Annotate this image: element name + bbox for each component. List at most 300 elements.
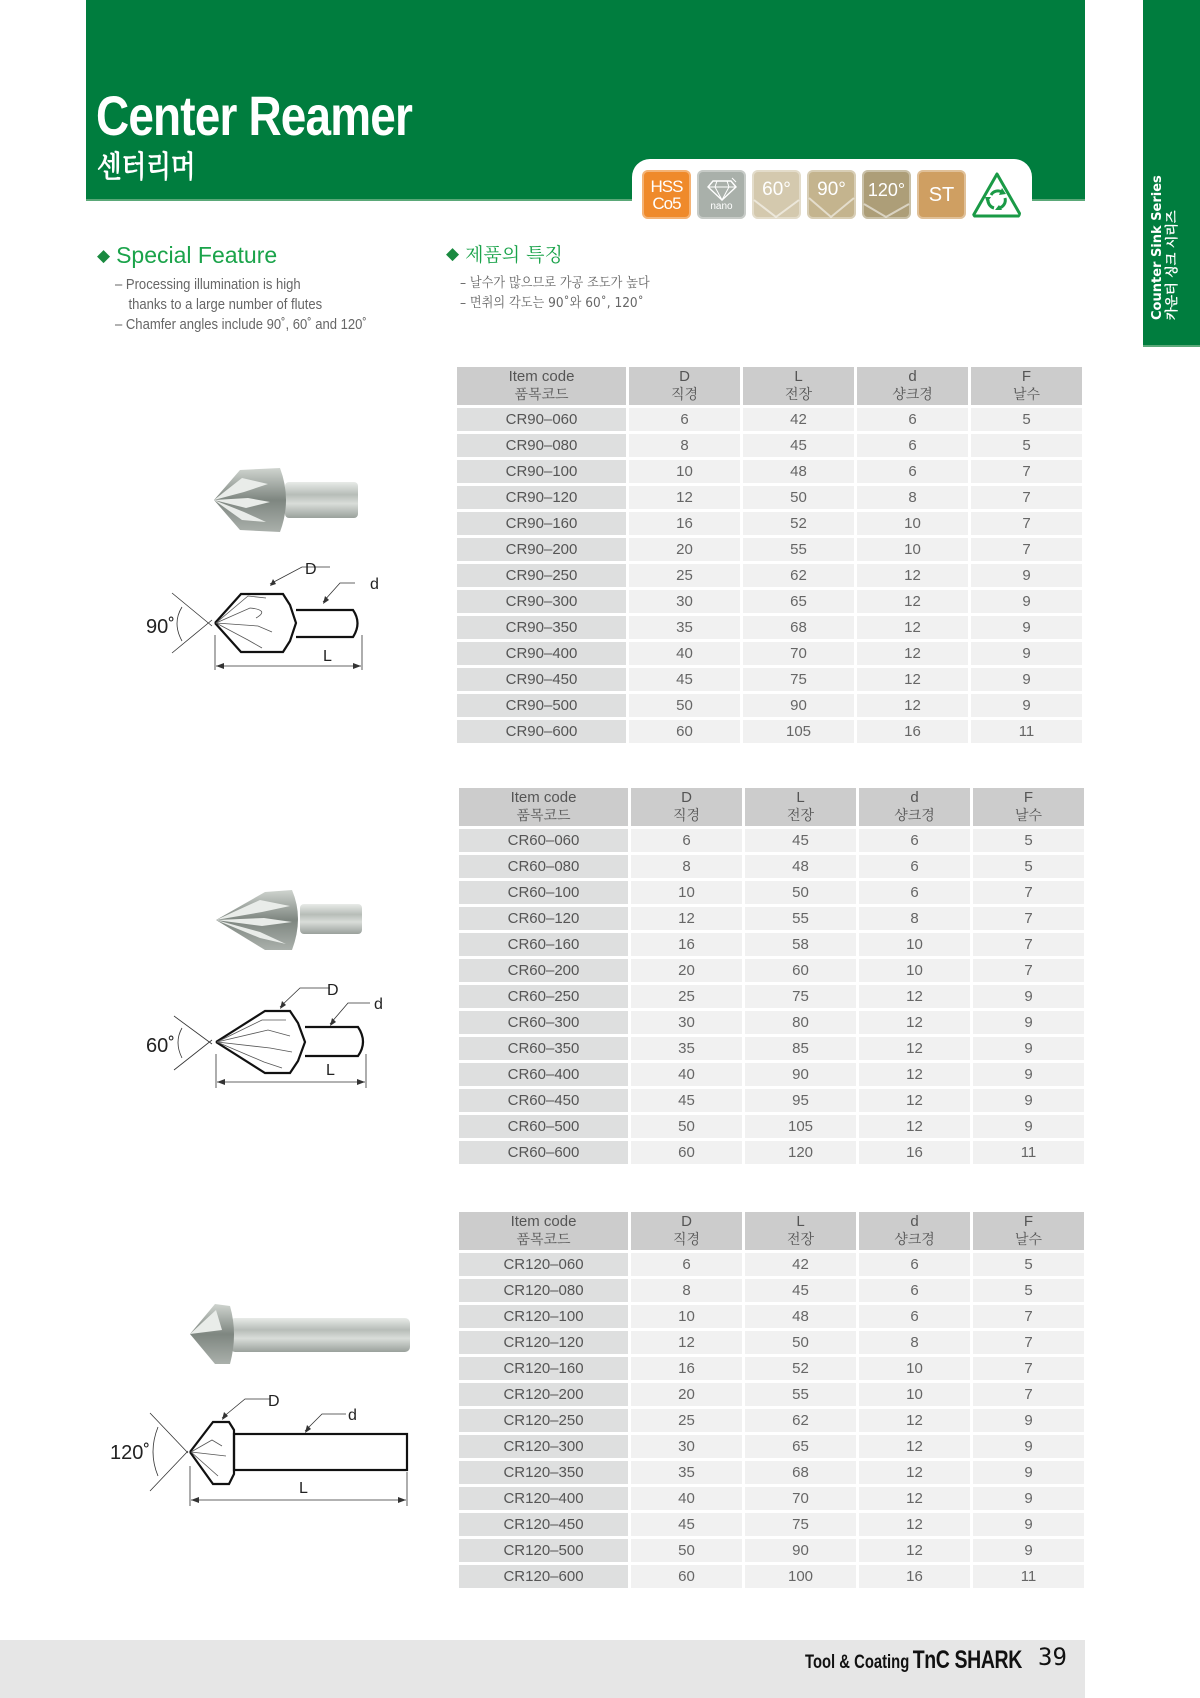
shank-cell: 12	[859, 1089, 970, 1112]
shank-cell: 12	[859, 1513, 970, 1536]
badge-60-label: 60°	[762, 179, 791, 200]
item-code-cell: CR90–200	[457, 538, 626, 561]
recycle-icon	[972, 171, 1021, 219]
column-header-kr: 샹크경	[892, 387, 933, 403]
dim-label-D: D	[268, 1393, 280, 1410]
diameter-cell: 60	[631, 1141, 742, 1164]
column-header-kr: 샹크경	[894, 1232, 935, 1248]
length-cell: 68	[743, 616, 854, 639]
column-header	[631, 788, 742, 826]
diameter-cell: 16	[629, 512, 740, 535]
dim-label-L: L	[323, 648, 332, 665]
reamer-90-illustration	[130, 450, 430, 680]
shank-cell: 12	[859, 985, 970, 1008]
item-code-cell: CR90–300	[457, 590, 626, 613]
table-row	[459, 1063, 1084, 1086]
shank-cell: 12	[859, 1539, 970, 1562]
column-header	[859, 788, 970, 826]
column-header-en: d	[910, 789, 919, 806]
length-cell: 105	[743, 720, 854, 743]
diameter-cell: 6	[631, 829, 742, 852]
header-row	[459, 788, 1084, 826]
shank-cell: 6	[859, 1279, 970, 1302]
badge-120-label: 120°	[867, 179, 906, 200]
badge-angle-90	[807, 170, 856, 219]
badge-90-label: 90°	[817, 179, 846, 200]
badge-hss-line1: HSS	[650, 176, 683, 196]
length-cell: 75	[745, 1513, 856, 1536]
feature-heading-kr	[446, 242, 671, 269]
column-header	[859, 1212, 970, 1250]
shank-cell: 8	[857, 486, 968, 509]
shank-cell: 6	[859, 855, 970, 878]
length-cell: 65	[745, 1435, 856, 1458]
table-row	[459, 855, 1084, 878]
item-code-cell: CR60–350	[459, 1037, 628, 1060]
flutes-cell: 11	[971, 720, 1082, 743]
badge-nano-label: nano	[710, 201, 733, 212]
shank-cell: 12	[857, 694, 968, 717]
length-cell: 60	[745, 959, 856, 982]
header-row	[457, 367, 1082, 405]
diameter-cell: 50	[631, 1115, 742, 1138]
table-row	[457, 564, 1082, 587]
column-header-en: L	[794, 368, 803, 385]
table-row	[457, 460, 1082, 483]
spec-table-cr120	[456, 1209, 1087, 1591]
column-header-en: D	[679, 368, 690, 385]
feature-heading-kr-text: 제품의 특징	[465, 244, 563, 266]
item-code-cell: CR120–160	[459, 1357, 628, 1380]
header-row	[459, 1212, 1084, 1250]
feature-heading-en	[97, 242, 395, 271]
column-header	[743, 367, 854, 405]
flutes-cell: 11	[973, 1565, 1084, 1588]
table-row	[459, 829, 1084, 852]
column-header-kr: 직경	[672, 1232, 701, 1248]
diameter-cell: 20	[631, 959, 742, 982]
shank-cell: 12	[859, 1409, 970, 1432]
badge-hss-co5	[642, 170, 691, 219]
diameter-cell: 10	[631, 881, 742, 904]
item-code-cell: CR60–450	[459, 1089, 628, 1112]
side-tab-kr: 카운터 싱크 시리즈	[1165, 210, 1180, 320]
length-cell: 42	[743, 408, 854, 431]
diameter-cell: 10	[631, 1305, 742, 1328]
length-cell: 80	[745, 1011, 856, 1034]
length-cell: 52	[743, 512, 854, 535]
shank-cell: 12	[859, 1435, 970, 1458]
side-tab-divider	[1143, 345, 1200, 347]
column-header-en: Item code	[508, 368, 575, 385]
footer-tagline: Tool & Coating	[805, 1652, 910, 1673]
table-row	[457, 538, 1082, 561]
page-subtitle: 센터리머	[97, 150, 196, 185]
table-row	[459, 1141, 1084, 1164]
diameter-cell: 60	[631, 1565, 742, 1588]
footer-brand	[805, 1646, 1022, 1675]
shank-cell: 12	[857, 642, 968, 665]
diameter-cell: 8	[629, 434, 740, 457]
diameter-cell: 35	[629, 616, 740, 639]
diameter-cell: 30	[631, 1011, 742, 1034]
column-header-en: D	[681, 789, 692, 806]
angle-label: 60˚	[146, 1035, 175, 1057]
angle-label: 90˚	[146, 616, 175, 638]
flutes-cell: 5	[973, 1279, 1084, 1302]
item-code-cell: CR90–100	[457, 460, 626, 483]
table-header	[459, 788, 1084, 826]
flutes-cell: 9	[971, 564, 1082, 587]
feature-line: – 날수가 많으므로 가공 조도가 높다	[460, 275, 650, 291]
column-header-en: F	[1023, 789, 1034, 806]
table-header	[459, 1212, 1084, 1250]
spec-table-cr90	[454, 364, 1085, 746]
column-header	[745, 1212, 856, 1250]
table-row	[459, 1513, 1084, 1536]
flutes-cell: 9	[971, 694, 1082, 717]
item-code-cell: CR60–200	[459, 959, 628, 982]
length-cell: 62	[743, 564, 854, 587]
table-row	[457, 434, 1082, 457]
shank-cell: 16	[857, 720, 968, 743]
item-code-cell: CR120–400	[459, 1487, 628, 1510]
reamer-120-drawing	[190, 1422, 407, 1484]
item-code-cell: CR60–160	[459, 933, 628, 956]
flutes-cell: 9	[971, 616, 1082, 639]
flute-lines	[217, 1020, 292, 1068]
diamond-icon	[707, 177, 737, 201]
length-cell: 68	[745, 1461, 856, 1484]
table-row	[459, 1435, 1084, 1458]
column-header-kr: 샹크경	[894, 808, 935, 824]
flutes-cell: 7	[971, 512, 1082, 535]
reamer-60-drawing	[216, 1011, 363, 1073]
flutes-cell: 7	[971, 538, 1082, 561]
shank-cell: 6	[857, 434, 968, 457]
length-cell: 100	[745, 1565, 856, 1588]
length-cell: 90	[745, 1539, 856, 1562]
length-cell: 75	[745, 985, 856, 1008]
dim-label-L: L	[326, 1062, 335, 1079]
length-cell: 55	[743, 538, 854, 561]
item-code-cell: CR90–600	[457, 720, 626, 743]
length-cell: 48	[743, 460, 854, 483]
reamer-photo	[190, 1304, 410, 1364]
badge-hss-line2: Co5	[652, 193, 681, 213]
shank-cell: 12	[859, 1461, 970, 1484]
shank-cell: 12	[859, 1063, 970, 1086]
badge-recycle	[972, 170, 1021, 219]
diameter-cell: 16	[631, 1357, 742, 1380]
feature-line: thanks to a large number of flutes	[128, 297, 323, 313]
column-header-kr: 날수	[1014, 1232, 1043, 1248]
diameter-cell: 8	[631, 855, 742, 878]
dimension-lines	[172, 567, 362, 670]
shank-cell: 10	[857, 538, 968, 561]
item-code-cell: CR60–060	[459, 829, 628, 852]
length-cell: 90	[745, 1063, 856, 1086]
shank-cell: 8	[859, 1331, 970, 1354]
flutes-cell: 7	[973, 1357, 1084, 1380]
shank-cell: 8	[859, 907, 970, 930]
feature-lines-en	[115, 275, 367, 335]
flutes-cell: 7	[973, 881, 1084, 904]
item-code-cell: CR90–350	[457, 616, 626, 639]
flutes-cell: 7	[971, 486, 1082, 509]
flutes-cell: 9	[973, 1435, 1084, 1458]
flutes-cell: 5	[973, 1253, 1084, 1276]
table-row	[459, 1089, 1084, 1112]
flutes-cell: 7	[973, 959, 1084, 982]
diameter-cell: 20	[629, 538, 740, 561]
column-header	[857, 367, 968, 405]
dim-label-L: L	[299, 1480, 308, 1497]
column-header-kr: 날수	[1014, 808, 1043, 824]
shank-cell: 16	[859, 1565, 970, 1588]
column-header-en: Item code	[510, 789, 577, 806]
item-code-cell: CR90–250	[457, 564, 626, 587]
diameter-cell: 25	[631, 985, 742, 1008]
flutes-cell: 9	[973, 1409, 1084, 1432]
table-row	[459, 1305, 1084, 1328]
diameter-cell: 20	[631, 1383, 742, 1406]
flutes-cell: 7	[973, 933, 1084, 956]
column-header-en: L	[796, 1213, 805, 1230]
column-header	[745, 788, 856, 826]
reamer-photo	[216, 890, 362, 950]
column-header-en: F	[1023, 1213, 1034, 1230]
diameter-cell: 35	[631, 1037, 742, 1060]
table-row	[459, 959, 1084, 982]
diameter-cell: 10	[629, 460, 740, 483]
table-row	[459, 1565, 1084, 1588]
diameter-cell: 16	[631, 933, 742, 956]
length-cell: 120	[745, 1141, 856, 1164]
shank-cell: 12	[857, 564, 968, 587]
reamer-photo	[214, 468, 358, 532]
diameter-cell: 12	[631, 1331, 742, 1354]
dim-label-D: D	[327, 982, 339, 999]
table-row	[459, 1115, 1084, 1138]
length-cell: 55	[745, 1383, 856, 1406]
column-header-kr: 품목코드	[514, 387, 569, 403]
side-tab-en: Counter Sink Series	[1150, 175, 1165, 320]
item-code-cell: CR120–500	[459, 1539, 628, 1562]
table-row	[457, 642, 1082, 665]
column-header-kr: 전장	[786, 1232, 815, 1248]
table-row	[457, 486, 1082, 509]
diameter-cell: 40	[629, 642, 740, 665]
flutes-cell: 5	[971, 434, 1082, 457]
column-header-kr: 직경	[670, 387, 699, 403]
dimension-lines	[150, 1399, 407, 1506]
shank-cell: 12	[859, 1487, 970, 1510]
table-row	[459, 1253, 1084, 1276]
length-cell: 48	[745, 1305, 856, 1328]
length-cell: 65	[743, 590, 854, 613]
flutes-cell: 9	[973, 1063, 1084, 1086]
badge-angle-60	[752, 170, 801, 219]
column-header-en: d	[910, 1213, 919, 1230]
diameter-cell: 45	[629, 668, 740, 691]
column-header	[459, 1212, 628, 1250]
flutes-cell: 9	[973, 1513, 1084, 1536]
table-row	[459, 1383, 1084, 1406]
item-code-cell: CR90–060	[457, 408, 626, 431]
shank-cell: 16	[859, 1141, 970, 1164]
flutes-cell: 9	[973, 1115, 1084, 1138]
flutes-cell: 9	[973, 985, 1084, 1008]
length-cell: 42	[745, 1253, 856, 1276]
diameter-cell: 6	[631, 1253, 742, 1276]
diameter-cell: 12	[631, 907, 742, 930]
table-row	[459, 1357, 1084, 1380]
diameter-cell: 6	[629, 408, 740, 431]
item-code-cell: CR90–450	[457, 668, 626, 691]
shank-cell: 12	[859, 1037, 970, 1060]
table-row	[457, 668, 1082, 691]
item-code-cell: CR90–500	[457, 694, 626, 717]
table-row	[457, 590, 1082, 613]
shank-cell: 10	[859, 1357, 970, 1380]
item-code-cell: CR60–400	[459, 1063, 628, 1086]
diameter-cell: 25	[629, 564, 740, 587]
badge-st-label: ST	[928, 183, 955, 206]
table-row	[457, 408, 1082, 431]
column-header-kr: 날수	[1012, 387, 1041, 403]
column-header-kr: 전장	[786, 808, 815, 824]
feature-line: – Processing illumination is high	[115, 277, 301, 293]
length-cell: 50	[743, 486, 854, 509]
shank-cell: 12	[857, 590, 968, 613]
length-cell: 50	[745, 1331, 856, 1354]
special-feature-kr	[446, 242, 671, 313]
table-row	[459, 1331, 1084, 1354]
feature-line: – 면취의 각도는 90˚와 60˚, 120˚	[460, 295, 644, 311]
flutes-cell: 9	[973, 1089, 1084, 1112]
table-body	[457, 408, 1082, 743]
column-header-kr: 품목코드	[516, 1232, 571, 1248]
feature-badges	[642, 170, 1021, 219]
column-header-en: F	[1021, 368, 1032, 385]
item-code-cell: CR60–600	[459, 1141, 628, 1164]
table-row	[459, 907, 1084, 930]
length-cell: 70	[743, 642, 854, 665]
reamer-90-drawing	[215, 594, 358, 652]
column-header	[631, 1212, 742, 1250]
column-header	[973, 1212, 1084, 1250]
diameter-cell: 40	[631, 1487, 742, 1510]
item-code-cell: CR60–120	[459, 907, 628, 930]
table-row	[459, 1461, 1084, 1484]
column-header-en: L	[796, 789, 805, 806]
flute-lines	[216, 596, 272, 648]
length-cell: 45	[743, 434, 854, 457]
item-code-cell: CR60–080	[459, 855, 628, 878]
item-code-cell: CR60–500	[459, 1115, 628, 1138]
length-cell: 45	[745, 829, 856, 852]
shank-cell: 12	[857, 668, 968, 691]
shank-cell: 10	[857, 512, 968, 535]
flutes-cell: 7	[971, 460, 1082, 483]
table-row	[457, 694, 1082, 717]
length-cell: 62	[745, 1409, 856, 1432]
shank-cell: 6	[859, 829, 970, 852]
column-header-kr: 전장	[784, 387, 813, 403]
length-cell: 55	[745, 907, 856, 930]
diameter-cell: 40	[631, 1063, 742, 1086]
footer-brand-name: TnC SHARK	[912, 1646, 1022, 1674]
item-code-cell: CR120–600	[459, 1565, 628, 1588]
shank-cell: 10	[859, 959, 970, 982]
diameter-cell: 50	[631, 1539, 742, 1562]
flutes-cell: 9	[971, 668, 1082, 691]
diamond-bullet-icon: ◆	[97, 246, 111, 265]
table-row	[459, 1279, 1084, 1302]
flutes-cell: 5	[971, 408, 1082, 431]
diameter-cell: 25	[631, 1409, 742, 1432]
length-cell: 90	[743, 694, 854, 717]
length-cell: 48	[745, 855, 856, 878]
column-header	[629, 367, 740, 405]
dim-label-D: D	[305, 561, 317, 578]
page-title: Center Reamer	[96, 84, 413, 147]
shank-cell: 6	[857, 460, 968, 483]
badge-straight-shank	[917, 170, 966, 219]
shank-cell: 6	[859, 1253, 970, 1276]
diameter-cell: 60	[629, 720, 740, 743]
dim-label-d: d	[348, 1407, 357, 1424]
item-code-cell: CR120–250	[459, 1409, 628, 1432]
length-cell: 105	[745, 1115, 856, 1138]
feature-heading-en-text: Special Feature	[116, 242, 278, 268]
length-cell: 52	[745, 1357, 856, 1380]
flutes-cell: 7	[973, 1305, 1084, 1328]
table-row	[459, 933, 1084, 956]
table-row	[459, 1487, 1084, 1510]
feature-lines-kr	[460, 273, 650, 313]
length-cell: 45	[745, 1279, 856, 1302]
column-header-en: D	[681, 1213, 692, 1230]
diamond-bullet-icon: ◆	[446, 244, 460, 264]
length-cell: 70	[745, 1487, 856, 1510]
table-row	[457, 616, 1082, 639]
column-header	[457, 367, 626, 405]
diameter-cell: 12	[629, 486, 740, 509]
diameter-cell: 50	[629, 694, 740, 717]
table-row	[457, 720, 1082, 743]
diameter-cell: 30	[629, 590, 740, 613]
item-code-cell: CR90–160	[457, 512, 626, 535]
flutes-cell: 11	[973, 1141, 1084, 1164]
column-header-en: d	[908, 368, 917, 385]
shank-cell: 6	[859, 1305, 970, 1328]
reamer-120-illustration	[100, 1290, 430, 1510]
shank-cell: 6	[859, 881, 970, 904]
feature-line: – Chamfer angles include 90˚, 60˚ and 120˚	[115, 317, 367, 333]
item-code-cell: CR60–100	[459, 881, 628, 904]
flutes-cell: 9	[973, 1461, 1084, 1484]
item-code-cell: CR120–120	[459, 1331, 628, 1354]
special-feature-en	[97, 242, 395, 335]
flutes-cell: 5	[973, 855, 1084, 878]
column-header-en: Item code	[510, 1213, 577, 1230]
item-code-cell: CR120–080	[459, 1279, 628, 1302]
diameter-cell: 35	[631, 1461, 742, 1484]
shank-cell: 10	[859, 933, 970, 956]
shank-cell: 10	[859, 1383, 970, 1406]
